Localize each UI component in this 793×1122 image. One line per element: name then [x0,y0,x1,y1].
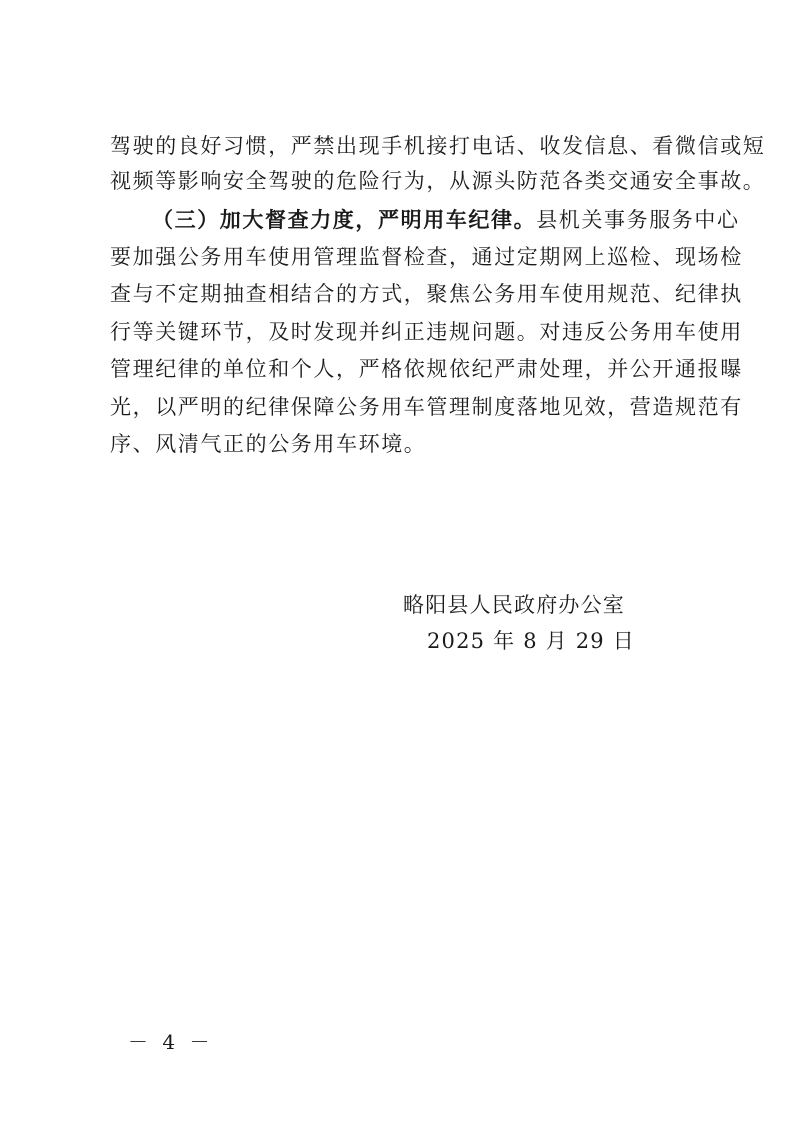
paragraph-line: 要加强公务用车使用管理监督检查，通过定期网上巡检、现场检 [110,245,743,269]
signature-organization: 略阳县人民政府办公室 [403,593,625,617]
paragraph-line: 序、风清气正的公务用车环境。 [110,432,427,456]
paragraph-line: 视频等影响安全驾驶的危险行为，从源头防范各类交通安全事故。 [110,169,766,193]
paragraph-first-line [152,204,740,236]
section-heading: （三）加大督查力度，严明用车纪律。 [152,207,537,232]
paragraph-line: 查与不定期抽查相结合的方式，聚焦公务用车使用规范、纪律执 [110,282,743,306]
paragraph-line: 驾驶的良好习惯，严禁出现手机接打电话、收发信息、看微信或短 [110,134,766,158]
paragraph-line: 行等关键环节，及时发现并纠正违规问题。对违反公务用车使用 [110,320,743,344]
signature-date: 2025 年 8 月 29 日 [427,629,635,653]
paragraph-line: 管理纪律的单位和个人，严格依规依纪严肃处理，并公开通报曝 [110,357,743,381]
page-number: － 4 － [128,1030,214,1054]
paragraph-line: 光，以严明的纪律保障公务用车管理制度落地见效，营造规范有 [110,395,743,419]
paragraph-text: 县机关事务服务中心 [536,208,740,232]
